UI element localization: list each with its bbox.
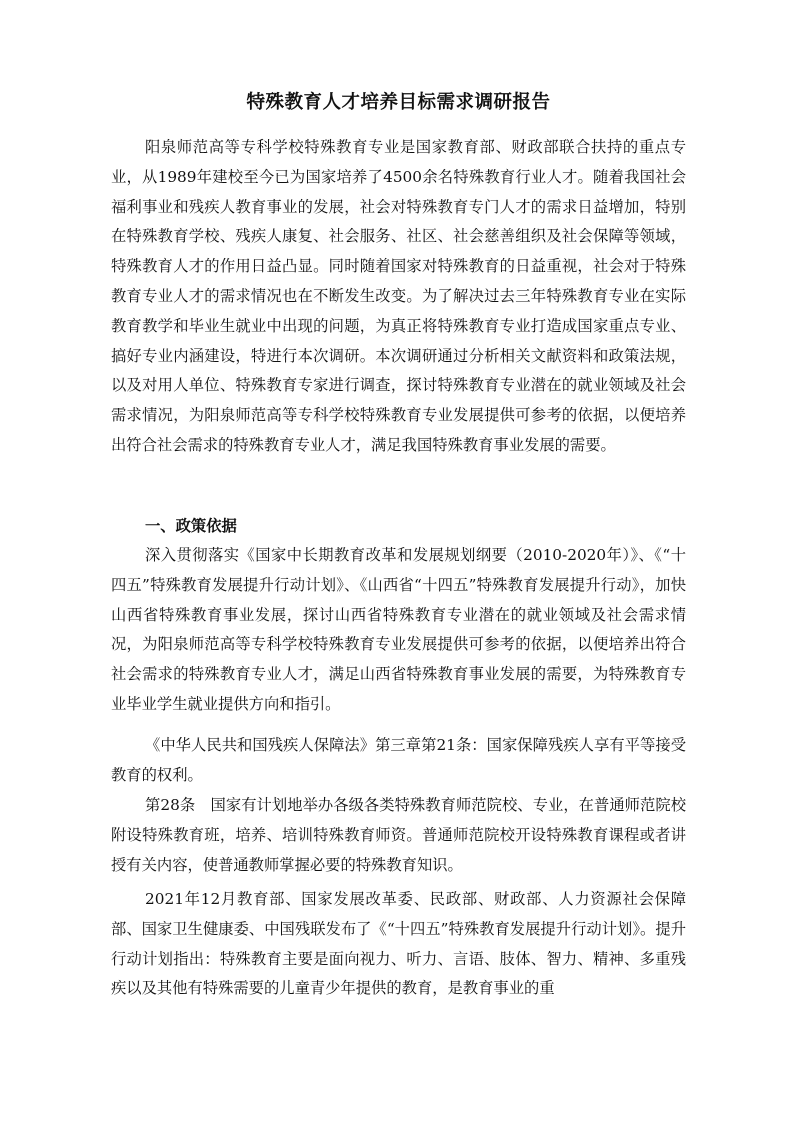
section-heading-policy-basis: 一、政策依据 bbox=[145, 517, 237, 535]
document-title: 特殊教育人才培养目标需求调研报告 bbox=[246, 92, 551, 113]
law-article-21-paragraph: 《中华人民共和国残疾人保障法》第三章第21条：国家保障残疾人享有平等接受教育的权利。 bbox=[111, 736, 686, 784]
intro-paragraph: 阳泉师范高等专科学校特殊教育专业是国家教育部、财政部联合扶持的重点专业，从1989年建校至今已为国家培养了4500余名特殊教育行业人才。随着我国社会福利事业和残疾人教育事业的发展，社会对特殊教育专门人才的需求日益增加，特别在特殊教育学校、残疾人康复、社会服务、社区、社会慈善组织及社会保障等领域，特殊教育人才的作用日益凸显。同时随着国家对特殊教育的日益重视，社会对于特殊教育专业人才的需求情况也在不断发生改变。为了解决过去三年特殊教育专业在实际教育教学和毕业生就业中出现的问题，为真正将特殊教育专业打造成国家重点专业、搞好专业内涵建设，特进行本次调研。本次调研通过分析相关文献资料和政策法规，以及对用人单位、特殊教育专家进行调查，探讨特殊教育专业潜在的就业领域及社会需求情况，为阳泉师范高等专科学校特殊教育专业发展提供可参考的依据，以便培养出符合社会需求的特殊教育专业人才，满足我国特殊教育事业发展的需要。 bbox=[111, 138, 686, 454]
law-article-28-paragraph: 第28条 国家有计划地举办各级各类特殊教育师范院校、专业，在普通师范院校附设特殊教育班，培养、培训特殊教育师资。普通师范院校开设特殊教育课程或者讲授有关内容，使普通教师掌握必要的特殊教育知识。 bbox=[111, 796, 686, 874]
policy-paragraph: 深入贯彻落实《国家中长期教育改革和发展规划纲要（2010-2020年）》、《“十四五”特殊教育发展提升行动计划》、《山西省“十四五”特殊教育发展提升行动》，加快山西省特殊教育事业发展，探讨山西省特殊教育专业潜在的就业领域及社会需求情况，为阳泉师范高等专科学校特殊教育专业发展提供可参考的依据，以便培养出符合社会需求的特殊教育专业人才，满足山西省特殊教育事业发展的需要，为特殊教育专业毕业学生就业提供方向和指引。 bbox=[111, 546, 686, 713]
plan-2021-paragraph: 2021年12月教育部、国家发展改革委、民政部、财政部、人力资源社会保障部、国家卫生健康委、中国残联发布了《“十四五”特殊教育发展提升行动计划》。提升行动计划指出：特殊教育主要是面向视力、听力、言语、肢体、智力、精神、多重残疾以及其他有特殊需要的儿童青少年提供的教育，是教育事业的重 bbox=[111, 890, 686, 998]
